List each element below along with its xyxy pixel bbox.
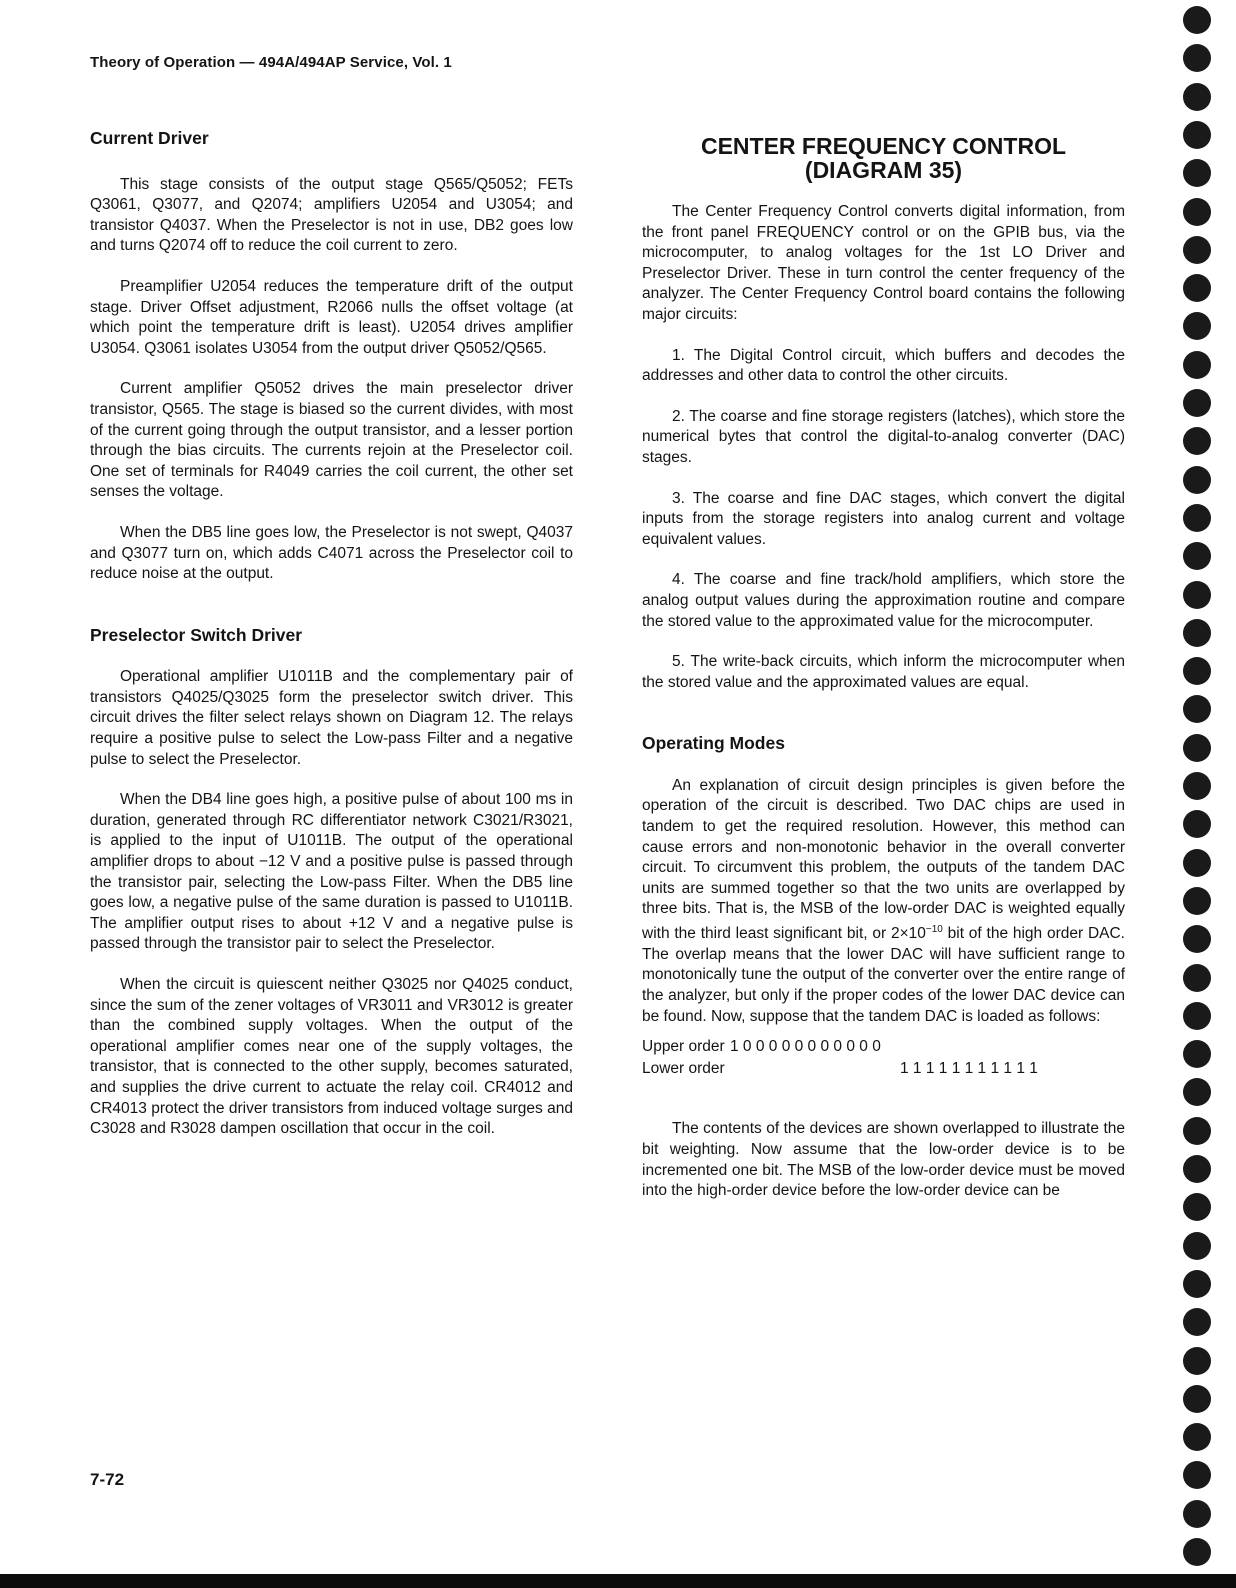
paragraph: Preamplifier U2054 reduces the temperature drift of the output stage. Driver Offset adjustment, R2066 nulls the offset voltage (at which point the temperature drift is least). U2054 drives amplifier U3054. Q3061 isolates U3054 from the output driver Q5052/Q565. bbox=[90, 277, 573, 357]
binder-hole bbox=[1183, 849, 1211, 877]
binder-hole bbox=[1183, 619, 1211, 647]
list-item: 3. The coarse and fine DAC stages, which convert the digital inputs from the storage registers into analog current and voltage equivalent values. bbox=[642, 489, 1125, 548]
binder-hole bbox=[1183, 542, 1211, 570]
text-run: An explanation of circuit design principles is given before the operation of the circuit is described. Two DAC chips are used in tandem to get the required resolution. However, this method can cause errors and non-monotonic behavior in the overall converter circuit. To circumvent this problem, the outputs of the tandem DAC units are summed together so that the two units are overlapped by three bits. That is, the MSB of the low-order DAC is weighted equally with the third least significant bit, or 2×10 bbox=[642, 776, 1125, 943]
list-item: 2. The coarse and fine storage registers (latches), which store the numerical bytes that control the digital-to-analog converter (DAC) stages. bbox=[642, 407, 1125, 466]
binder-hole bbox=[1183, 1002, 1211, 1030]
page-number: 7-72 bbox=[90, 1470, 125, 1489]
binder-hole bbox=[1183, 887, 1211, 915]
binder-hole bbox=[1183, 1155, 1211, 1183]
paragraph: Current amplifier Q5052 drives the main preselector driver transistor, Q565. The stage is biased so the current divides, with most of the current going through the output transistor, and a lesser portion through the bias circuits. The currents rejoin at the Preselector coil. One set of terminals for R4049 carries the coil current, the other set senses the voltage. bbox=[90, 380, 573, 501]
binder-hole bbox=[1183, 1461, 1211, 1489]
binder-hole bbox=[1183, 1270, 1211, 1298]
text-run: bit of the high order DAC. The overlap means that the lower DAC will have sufficient range to monotonically tune the output of the converter over the entire range of the analyzer, but only if the proper codes of the lower DAC device can be found. Now, suppose that the tandem DAC is loaded as follows: bbox=[642, 925, 1125, 1025]
section-title: CENTER FREQUENCY CONTROL bbox=[700, 133, 1067, 159]
binder-hole bbox=[1183, 1232, 1211, 1260]
binder-hole bbox=[1183, 1078, 1211, 1106]
upper-order-bits: 1 0 0 0 0 0 0 0 0 0 0 0 bbox=[730, 1038, 881, 1056]
binder-hole bbox=[1183, 772, 1211, 800]
left-column bbox=[90, 128, 573, 1140]
binder-hole bbox=[1183, 389, 1211, 417]
superscript: −10 bbox=[925, 924, 943, 936]
heading-current-driver: Current Driver bbox=[90, 128, 209, 148]
bit-pattern bbox=[642, 1037, 1125, 1079]
paragraph: When the DB5 line goes low, the Preselector is not swept, Q4037 and Q3077 turn on, which adds C4071 across the Preselector coil to reduce noise at the output. bbox=[90, 523, 573, 583]
binder-hole bbox=[1183, 657, 1211, 685]
binder-hole bbox=[1183, 1385, 1211, 1413]
binder-hole bbox=[1183, 121, 1211, 149]
binder-hole bbox=[1183, 1117, 1211, 1145]
binder-hole bbox=[1183, 1500, 1211, 1528]
binder-hole bbox=[1183, 581, 1211, 609]
binder-hole bbox=[1183, 274, 1211, 302]
binder-hole bbox=[1183, 351, 1211, 379]
list-item: 1. The Digital Control circuit, which buffers and decodes the addresses and other data to control the other circuits. bbox=[642, 346, 1125, 385]
binder-hole bbox=[1183, 964, 1211, 992]
heading-operating-modes: Operating Modes bbox=[642, 733, 785, 754]
upper-order-label: Upper order bbox=[642, 1038, 725, 1056]
binder-hole bbox=[1183, 466, 1211, 494]
lower-order-label: Lower order bbox=[642, 1059, 725, 1077]
binder-holes bbox=[1183, 0, 1223, 1588]
paragraph: When the DB4 line goes high, a positive pulse of about 100 ms in duration, generated through RC differentiator network C3021/R3021, is applied to the input of U1011B. The output of the operational amplifier drops to about −12 V and a positive pulse is passed through the transistor pair, selecting the Low-pass Filter. When the DB5 line goes low, a negative pulse of the same duration is passed to U1011B. The amplifier output rises to about +12 V and a negative pulse is passed through the transistor pair to select the Preselector. bbox=[90, 791, 573, 953]
paragraph bbox=[642, 776, 1125, 1027]
running-header: Theory of Operation — 494A/494AP Service, Vol. 1 bbox=[90, 54, 452, 71]
binder-hole bbox=[1183, 1308, 1211, 1336]
binder-hole bbox=[1183, 1423, 1211, 1451]
binder-hole bbox=[1183, 1193, 1211, 1221]
binder-hole bbox=[1183, 504, 1211, 532]
binder-hole bbox=[1183, 1040, 1211, 1068]
binder-hole bbox=[1183, 695, 1211, 723]
intro-paragraph: The Center Frequency Control converts digital information, from the front panel FREQUENCY control or on the GPIB bus, via the microcomputer, to analog voltages for the 1st LO Driver and Preselector Driver. These in turn control the center frequency of the analyzer. The Center Frequency Control board contains the following major circuits: bbox=[642, 203, 1125, 323]
binder-hole bbox=[1183, 1347, 1211, 1375]
binder-hole bbox=[1183, 83, 1211, 111]
binder-hole bbox=[1183, 925, 1211, 953]
paragraph: When the circuit is quiescent neither Q3025 nor Q4025 conduct, since the sum of the zener voltages of VR3011 and VR3012 is greater than the combined supply voltages. When the output of the operational amplifier comes near one of the supply voltages, the transistor, that is connected to the other supply, becomes saturated, and supplies the drive current to actuate the relay coil. CR4012 and CR4013 protect the driver transistors from induced voltage surges and C3028 and R3028 dampen oscillation that occur in the coil. bbox=[90, 976, 573, 1138]
list-item: 5. The write-back circuits, which inform the microcomputer when the stored value and the approximated values are equal. bbox=[642, 653, 1125, 691]
paragraph: The contents of the devices are shown overlapped to illustrate the bit weighting. Now assume that the low-order device is to be incremented one bit. The MSB of the low-order device must be moved into the high-order device before the low-order device can be bbox=[642, 1120, 1125, 1200]
binder-hole bbox=[1183, 734, 1211, 762]
binder-hole bbox=[1183, 6, 1211, 34]
binder-hole bbox=[1183, 312, 1211, 340]
paragraph: Operational amplifier U1011B and the complementary pair of transistors Q4025/Q3025 form the preselector switch driver. This circuit drives the filter select relays shown on Diagram 12. The relays require a positive pulse to select the Low-pass Filter and a negative pulse to select the Preselector. bbox=[90, 668, 573, 768]
section-subtitle: (DIAGRAM 35) bbox=[804, 157, 963, 183]
list-item: 4. The coarse and fine track/hold amplifiers, which store the analog output values during the approximation routine and compare the stored value to the approximated value for the microcomputer. bbox=[642, 571, 1125, 630]
binder-hole bbox=[1183, 236, 1211, 264]
binder-hole bbox=[1183, 427, 1211, 455]
heading-preselector-switch-driver: Preselector Switch Driver bbox=[90, 624, 303, 645]
binder-hole bbox=[1183, 44, 1211, 72]
binder-hole bbox=[1183, 810, 1211, 838]
binder-hole bbox=[1183, 159, 1211, 187]
binder-hole bbox=[1183, 198, 1211, 226]
binder-hole bbox=[1183, 1538, 1211, 1566]
bottom-edge bbox=[0, 1574, 1236, 1588]
lower-order-bits: 1 1 1 1 1 1 1 1 1 1 1 bbox=[900, 1059, 1038, 1077]
paragraph: This stage consists of the output stage Q565/Q5052; FETs Q3061, Q3077, and Q2074; amplifiers U2054 and U3054; and transistor Q4037. When the Preselector is not in use, DB2 goes low and turns Q2074 off to reduce the coil current to zero. bbox=[90, 175, 573, 255]
right-column bbox=[642, 134, 1125, 1202]
